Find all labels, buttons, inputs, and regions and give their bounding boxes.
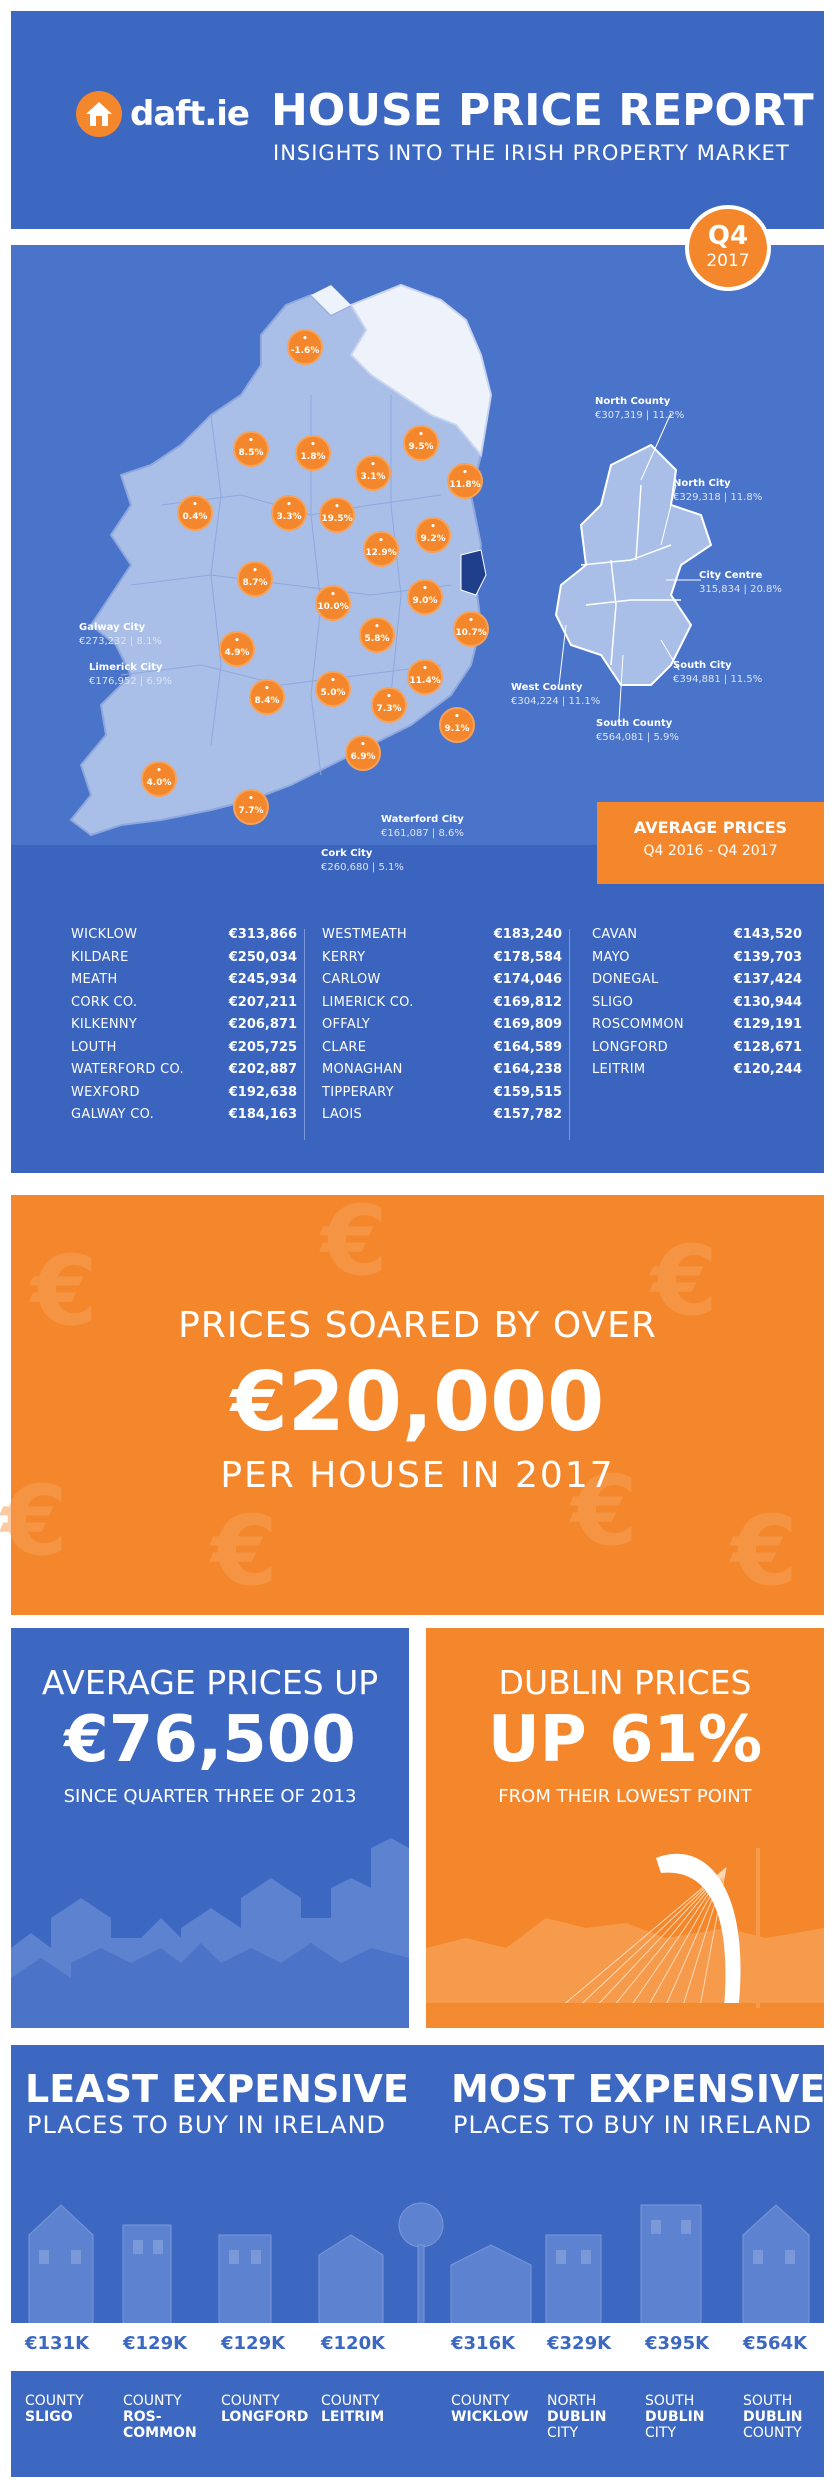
euro-icon: € [321, 1185, 388, 1297]
price-column-1 [71, 927, 297, 1142]
price-south-dublin-city: €395K [645, 2333, 710, 2354]
report-title: HOUSE PRICE REPORT [271, 85, 814, 136]
dublin-up-line-1: DUBLIN PRICES [498, 1663, 752, 1702]
euro-icon: € [651, 1225, 718, 1337]
label-south-county: South County €564,081 | 5.9% [596, 718, 679, 743]
average-prices-title: AVERAGE PRICES [633, 818, 788, 837]
label-limerick-city: Limerick City €176,952 | 6.9% [89, 662, 172, 687]
bubble-kildare[interactable]: • 9.0% [407, 579, 443, 615]
brand-name: daft.ie [130, 94, 249, 134]
price-north-dublin-city: €329K [547, 2333, 612, 2354]
daft-logo[interactable] [76, 91, 249, 137]
table-row: LEITRIM €120,244 [592, 1062, 802, 1077]
avg-up-amount: €76,500 [64, 1703, 356, 1777]
table-row: GALWAY CO. €184,163 [71, 1107, 297, 1122]
most-expensive-title: MOST EXPENSIVE [451, 2067, 826, 2111]
table-row: WESTMEATH €183,240 [322, 927, 562, 942]
bubble-waterford[interactable]: • 6.9% [345, 735, 381, 771]
avg-up-line-3: SINCE QUARTER THREE OF 2013 [63, 1786, 357, 1807]
dublin-up-amount: UP 61% [487, 1703, 763, 1777]
price-roscommon: €129K [123, 2333, 188, 2354]
table-row: OFFALY €169,809 [322, 1017, 562, 1032]
table-row: LIMERICK CO. €169,812 [322, 994, 562, 1010]
average-prices-box [597, 802, 824, 884]
place-north-dublin-city: NORTH DUBLIN CITY [547, 2393, 607, 2441]
bubble-wicklow[interactable]: • 10.7% [453, 611, 489, 647]
table-row: MEATH €245,934 [71, 972, 297, 987]
table-row: KERRY €178,584 [322, 949, 562, 965]
price-column-3 [592, 927, 802, 1142]
bubble-louth[interactable]: • 11.8% [447, 463, 483, 499]
table-row: LAOIS €157,782 [322, 1107, 562, 1122]
bubble-roscommon[interactable]: • 3.3% [271, 495, 307, 531]
label-galway-city: Galway City €273,232 | 8.1% [79, 622, 162, 647]
quarter-label: Q4 [707, 221, 749, 251]
price-leitrim: €120K [321, 2333, 386, 2354]
label-west-county: West County €304,224 | 11.1% [511, 682, 601, 707]
table-row: WATERFORD CO. €202,887 [71, 1062, 297, 1077]
place-sligo: COUNTY SLIGO [25, 2393, 84, 2425]
euro-icon: € [731, 1495, 798, 1607]
soared-amount: €20,000 [230, 1355, 605, 1450]
soared-line-1: PRICES SOARED BY OVER [178, 1305, 657, 1346]
bubble-westmeath[interactable]: • 12.9% [363, 531, 399, 567]
table-row: WICKLOW €313,866 [71, 927, 297, 942]
avg-up-line-1: AVERAGE PRICES UP [41, 1663, 379, 1702]
bubble-monaghan[interactable]: • 9.5% [403, 425, 439, 461]
place-wicklow: COUNTY WICKLOW [451, 2393, 529, 2425]
bubble-cavan[interactable]: • 3.1% [355, 455, 391, 491]
table-row: DONEGAL €137,424 [592, 972, 802, 987]
report-subtitle: INSIGHTS INTO THE IRISH PROPERTY MARKET [273, 141, 790, 165]
table-row: CLARE €164,589 [322, 1039, 562, 1055]
town-skyline-illustration [11, 1838, 409, 2028]
table-row: ROSCOMMON €129,191 [592, 1017, 802, 1032]
price-bar [11, 2323, 824, 2371]
dublin-prices-up-panel [426, 1628, 824, 2028]
least-expensive-subtitle: PLACES TO BUY IN IRELAND [27, 2111, 387, 2139]
bubble-limerick[interactable]: • 8.4% [249, 679, 285, 715]
house-icon [76, 91, 122, 137]
euro-icon: € [211, 1495, 278, 1607]
label-north-city: North City €329,318 | 11.8% [673, 478, 763, 503]
place-south-dublin-city: SOUTH DUBLIN CITY [645, 2393, 705, 2441]
label-north-county: North County €307,319 | 11.2% [595, 396, 685, 421]
table-row: WEXFORD €192,638 [71, 1084, 297, 1100]
bubble-mayo[interactable]: • 0.4% [177, 495, 213, 531]
bubble-leitrim[interactable]: • 1.8% [295, 435, 331, 471]
price-wicklow: €316K [451, 2333, 516, 2354]
most-expensive-subtitle: PLACES TO BUY IN IRELAND [453, 2111, 813, 2139]
place-leitrim: COUNTY LEITRIM [321, 2393, 385, 2425]
table-row: LOUTH €205,725 [71, 1039, 297, 1055]
bubble-donegal[interactable]: • -1.6% [287, 329, 323, 365]
soared-line-3: PER HOUSE IN 2017 [220, 1455, 615, 1496]
table-row: KILKENNY €206,871 [71, 1017, 297, 1032]
table-row: CARLOW €174,046 [322, 972, 562, 987]
county-price-table [11, 927, 824, 1142]
bubble-kilkenny[interactable]: • 7.3% [371, 687, 407, 723]
quarter-badge [685, 205, 771, 291]
euro-icon: € [571, 1455, 638, 1567]
map-panel [11, 221, 824, 1173]
report-header [11, 11, 824, 229]
dublin-up-line-3: FROM THEIR LOWEST POINT [498, 1786, 752, 1807]
bubble-tipperary[interactable]: • 5.0% [315, 671, 351, 707]
table-row: CORK CO. €207,211 [71, 994, 297, 1010]
bubble-longford[interactable]: • 19.5% [319, 497, 355, 533]
bubble-carlow[interactable]: • 11.4% [407, 659, 443, 695]
label-waterford-city: Waterford City €161,087 | 8.6% [381, 814, 464, 839]
bubble-cork[interactable]: • 7.7% [233, 789, 269, 825]
bubble-offaly[interactable]: • 10.0% [315, 585, 351, 621]
label-cork-city: Cork City €260,680 | 5.1% [321, 848, 404, 873]
table-row: MONAGHAN €164,238 [322, 1062, 562, 1077]
ireland-map [11, 245, 824, 865]
bubble-sligo[interactable]: • 8.5% [233, 431, 269, 467]
average-prices-up-panel [11, 1628, 409, 2028]
label-city-centre: City Centre 315,834 | 20.8% [699, 570, 782, 595]
least-expensive-title: LEAST EXPENSIVE [25, 2067, 409, 2111]
table-row: SLIGO €130,944 [592, 994, 802, 1010]
table-row: KILDARE €250,034 [71, 949, 297, 965]
bubble-kerry[interactable]: • 4.0% [141, 761, 177, 797]
price-longford: €129K [221, 2333, 286, 2354]
bubble-galway[interactable]: • 8.7% [237, 561, 273, 597]
euro-icon: € [31, 1235, 98, 1347]
place-roscommon: COUNTY ROS- COMMON [123, 2393, 197, 2441]
price-south-dublin-county: €564K [743, 2333, 808, 2354]
place-south-dublin-county: SOUTH DUBLIN COUNTY [743, 2393, 803, 2441]
place-longford: COUNTY LONGFORD [221, 2393, 309, 2425]
label-south-city: South City €394,881 | 11.5% [673, 660, 763, 685]
bubble-meath[interactable]: • 9.2% [415, 517, 451, 553]
table-row: LONGFORD €128,671 [592, 1039, 802, 1055]
table-row: CAVAN €143,520 [592, 927, 802, 942]
least-most-expensive-panel [11, 2045, 824, 2477]
soared-panel [1, 1185, 824, 1615]
bubble-clare[interactable]: • 4.9% [219, 631, 255, 667]
table-row: MAYO €139,703 [592, 949, 802, 965]
year-label: 2017 [706, 251, 750, 271]
bridge-illustration [426, 1828, 824, 2028]
euro-icon: € [1, 1465, 68, 1577]
average-prices-period: Q4 2016 - Q4 2017 [643, 843, 778, 859]
bubble-laois[interactable]: • 5.8% [359, 617, 395, 653]
price-sligo: €131K [25, 2333, 90, 2354]
bubble-wexford[interactable]: • 9.1% [439, 707, 475, 743]
price-column-2 [322, 927, 562, 1142]
table-row: TIPPERARY €159,515 [322, 1084, 562, 1100]
houses-illustration [11, 2175, 824, 2325]
